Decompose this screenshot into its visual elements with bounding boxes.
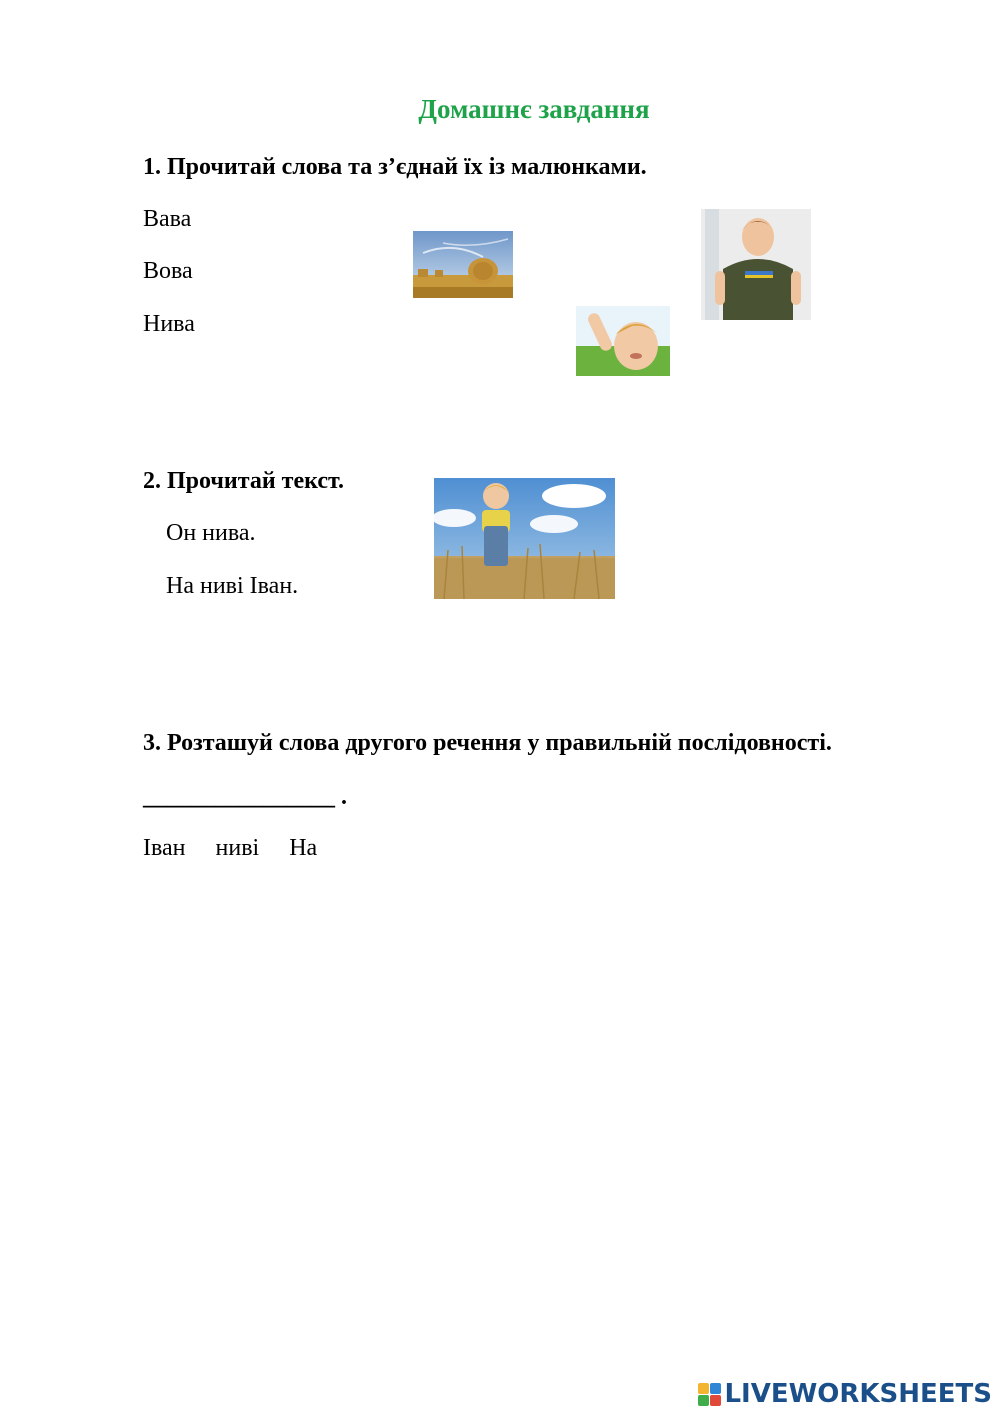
scrambled-word-3[interactable]: На: [289, 835, 318, 861]
liveworksheets-logo-icon: [698, 1383, 721, 1406]
liveworksheets-logo: [698, 1379, 992, 1409]
scrambled-word-1[interactable]: Іван: [143, 835, 186, 861]
scrambled-word-2[interactable]: ниві: [215, 835, 260, 861]
answer-input-line[interactable]: ________________ .: [143, 784, 347, 810]
text-line-2: На ниві Іван.: [166, 573, 299, 599]
text-line-1: Он нива.: [166, 520, 256, 546]
task1-heading: 1. Прочитай слова та з’єднай їх із малюнками.: [143, 154, 647, 180]
scrambled-words: [143, 835, 341, 862]
boy-hurt-elbow-image[interactable]: [576, 306, 670, 376]
word-nyva[interactable]: Нива: [143, 311, 195, 337]
task2-heading: 2. Прочитай текст.: [143, 468, 344, 494]
word-vova[interactable]: Вова: [143, 258, 193, 284]
task3-heading: 3. Розташуй слова другого речення у правильній послідовності.: [143, 730, 832, 756]
hay-bale-field-image[interactable]: [413, 231, 513, 298]
boy-in-tshirt-image[interactable]: [701, 209, 811, 320]
brand-name: LIVEWORKSHEETS: [724, 1379, 992, 1409]
word-vava[interactable]: Вава: [143, 206, 192, 232]
boy-in-wheat-field-image: [434, 478, 615, 599]
page-title: Домашнє завдання: [418, 94, 650, 124]
